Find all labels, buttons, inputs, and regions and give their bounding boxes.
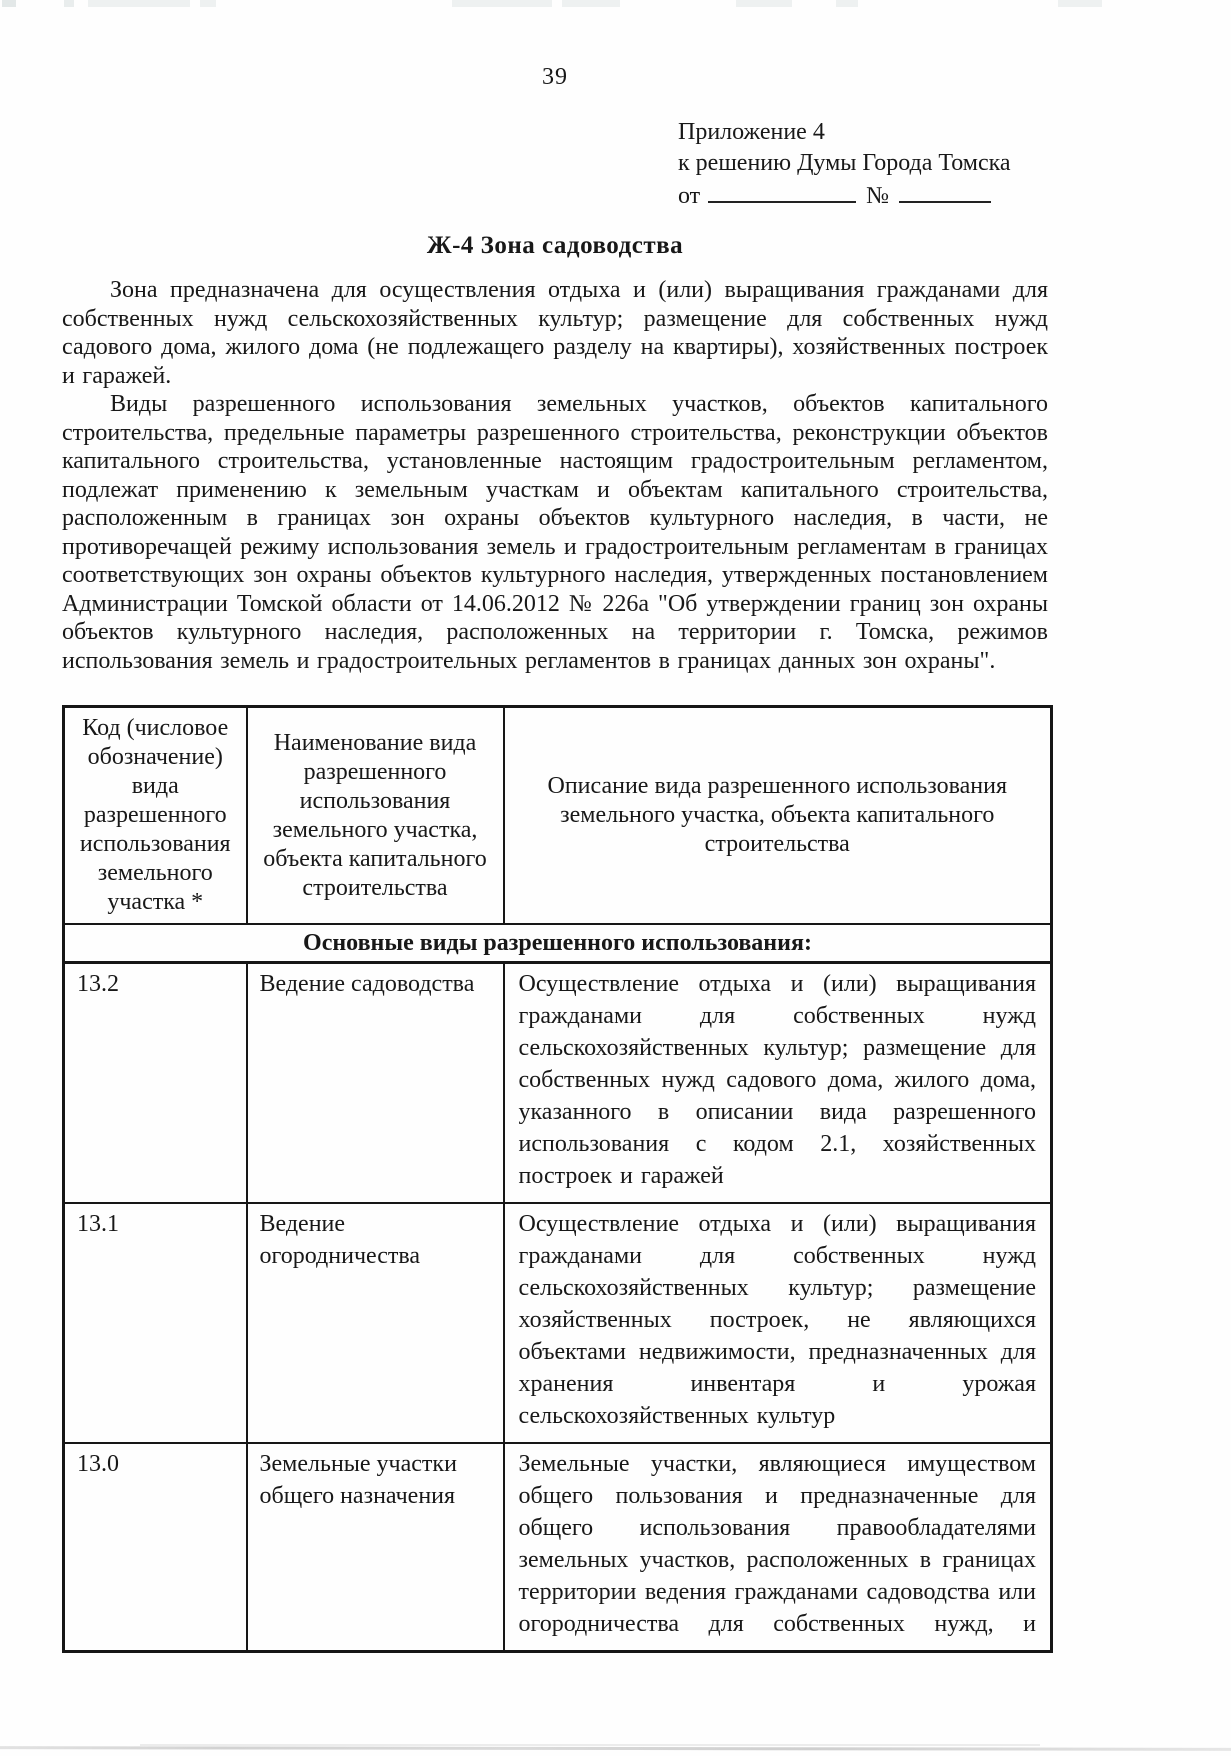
use-description: Осуществление отдыха и (или) выращивания гражданами для собственных нужд сельскохозяйственных культур; размещение для собственных нужд садового дома, жилого дома, указанного в описании вида разрешенного использования с кодом 2.1, хозяйственных построек и гаражей — [504, 963, 1052, 1204]
table-row — [64, 1203, 1052, 1443]
use-code: 13.0 — [64, 1443, 247, 1652]
use-code: 13.1 — [64, 1203, 247, 1443]
appendix-subtitle: к решению Думы Города Томска — [678, 150, 1011, 176]
date-label: от — [678, 183, 701, 209]
use-name: Земельные участки общего назначения — [247, 1443, 504, 1652]
table-header-row — [64, 707, 1052, 925]
zone-heading: Ж-4 Зона садоводства — [426, 232, 684, 259]
table-row — [64, 963, 1052, 1204]
scan-artifact-top — [2, 0, 16, 7]
regulation-scope-paragraph: Виды разрешенного использования земельных участков, объектов капитального строительства, предельные параметры разрешенного строительства, реконструкции объектов капитального строительства, установленные настоящим градостроительным регламентом, подлежат применению к земельным участкам и объектам капитального строительства, расположенным в границах зон охраны объектов культурного наследия, в части, не противоречащей режиму использования земель и градостроительным регламентам в границах соответствующих зон охраны объектов культурного наследия, утвержденных постановлением Администрации Томской области от 14.06.2012 № 226а "Об утверждении границ зон охраны объектов культурного наследия, расположенных на территории г. Томска, режимов использования земель и градостроительных регламентов в границах данных зон охраны". — [62, 391, 1048, 674]
scan-artifact-bottom — [140, 1744, 1040, 1746]
appendix-date-number-line — [678, 179, 1048, 212]
date-blank-line — [708, 179, 856, 203]
table-row — [64, 1443, 1052, 1652]
header-name-column: Наименование вида разрешенного использования земельного участка, объекта капитального строительства — [247, 707, 504, 925]
number-sign: № — [866, 183, 890, 209]
scan-artifact-bottom — [0, 1746, 1231, 1751]
use-description: Земельные участки, являющиеся имуществом общего пользования и предназначенные для общего использования правообладателями земельных участков, расположенных в границах территории ведения гражданами садоводства или огородничества для собственных нужд, и — [504, 1443, 1052, 1652]
section-header-main-uses: Основные виды разрешенного использования: — [64, 924, 1052, 963]
permitted-uses-table — [62, 705, 1053, 1653]
use-name: Ведение огородничества — [247, 1203, 504, 1443]
header-code-column: Код (числовое обозначение) вида разрешенного использования земельного участка * — [64, 707, 247, 925]
number-blank-line — [899, 179, 991, 203]
zone-purpose-paragraph: Зона предназначена для осуществления отдыха и (или) выращивания гражданами для собственных нужд сельскохозяйственных культур; размещение для собственных нужд садового дома, жилого дома (не подлежащего разделу на квартиры), хозяйственных построек и гаражей. — [62, 277, 1048, 389]
section-header-row — [64, 924, 1052, 963]
appendix-title: Приложение 4 — [678, 119, 825, 145]
use-name: Ведение садоводства — [247, 963, 504, 1204]
use-code: 13.2 — [64, 963, 247, 1204]
scan-artifact-top — [1058, 0, 1102, 7]
appendix-reference-block — [678, 117, 1048, 212]
page-number: 39 — [542, 64, 568, 90]
header-description-column: Описание вида разрешенного использования земельного участка, объекта капитального строительства — [504, 707, 1052, 925]
use-description: Осуществление отдыха и (или) выращивания гражданами для собственных нужд сельскохозяйственных культур; размещение хозяйственных построек, не являющихся объектами недвижимости, предназначенных для хранения инвентаря и урожая сельскохозяйственных культур — [504, 1203, 1052, 1443]
